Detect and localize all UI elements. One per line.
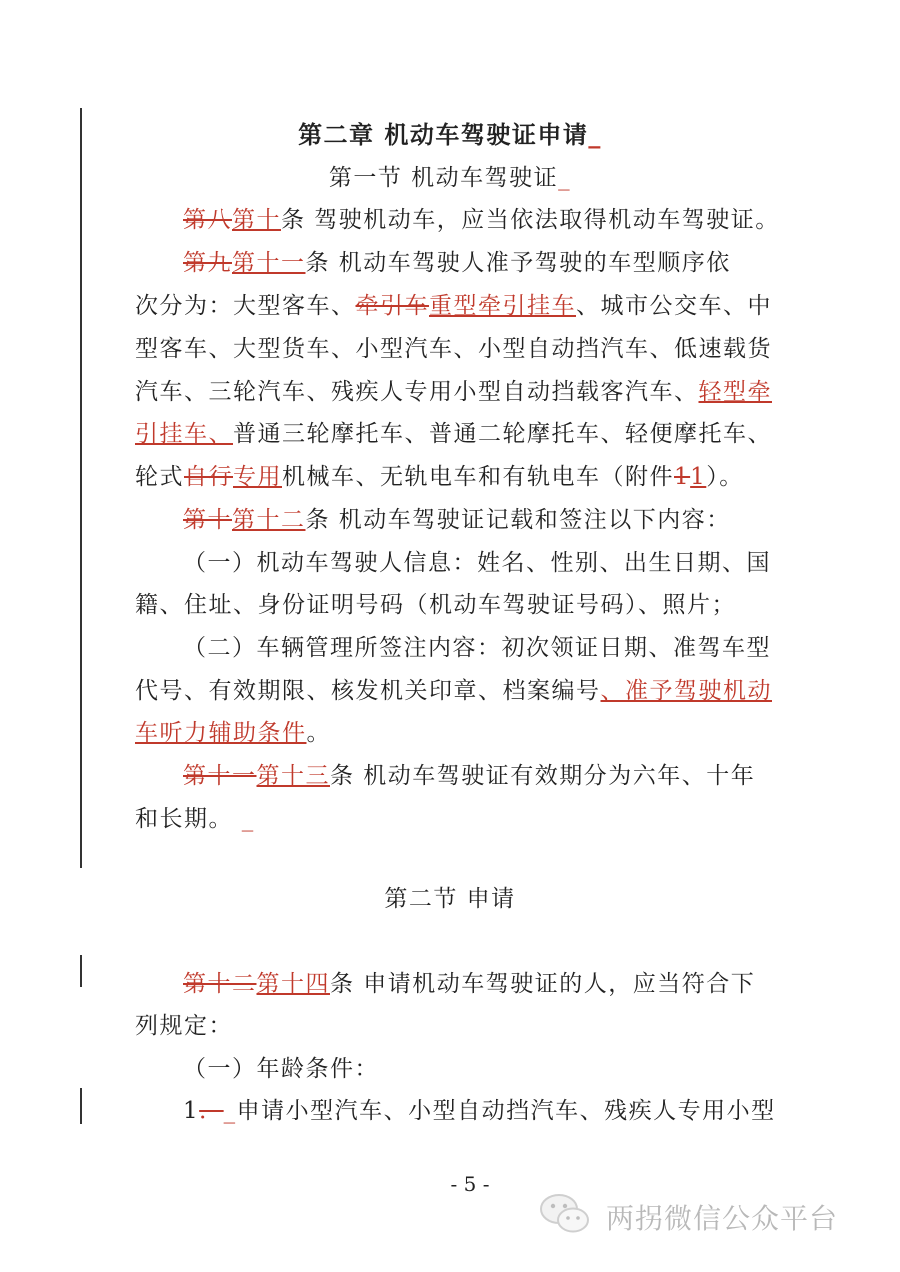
watermark	[538, 1193, 858, 1237]
body-line: 车听力辅助条件。	[135, 720, 331, 746]
body-line: 代号、有效期限、核发机关印章、档案编号、准予驾驶机动	[135, 678, 772, 704]
body-line: 汽车、三轮汽车、残疾人专用小型自动挡载客汽车、轻型牵	[135, 379, 772, 405]
body-line: 轮式自行专用机械车、无轨电车和有轨电车（附件11）。	[135, 464, 744, 490]
section-title: 第二节 申请	[384, 886, 516, 912]
body-line: 引挂车、普通三轮摩托车、普通二轮摩托车、轻便摩托车、	[135, 421, 772, 447]
article-line: 第八第十条 驾驶机动车，应当依法取得机动车驾驶证。	[183, 207, 780, 233]
article-line: 第十一第十三条 机动车驾驶证有效期分为六年、十年	[183, 763, 756, 789]
article-line: 第九第十一条 机动车驾驶人准予驾驶的车型顺序依	[183, 250, 731, 276]
section-title: 第一节 机动车驾驶证_	[328, 165, 572, 191]
change-bar	[80, 108, 82, 868]
change-bar	[80, 955, 82, 987]
body-line: 籍、住址、身份证明号码（机动车驾驶证号码）、照片；	[135, 592, 736, 618]
body-line: 列规定：	[135, 1013, 233, 1039]
body-line: （二）车辆管理所签注内容：初次领证日期、准驾车型	[183, 635, 771, 661]
wechat-icon	[538, 1193, 592, 1235]
body-line: 型客车、大型货车、小型汽车、小型自动挡汽车、低速载货	[135, 336, 772, 362]
body-line: 1．_申请小型汽车、小型自动挡汽车、残疾人专用小型	[183, 1098, 776, 1124]
chapter-title: 第二章 机动车驾驶证申请_	[298, 120, 602, 149]
change-bar	[80, 1088, 82, 1124]
body-line: （一）机动车驾驶人信息：姓名、性别、出生日期、国	[183, 550, 771, 576]
body-line: 和长期。 _	[135, 806, 255, 832]
body-line: 次分为：大型客车、牵引车重型牵引挂车、城市公交车、中	[135, 293, 772, 319]
article-line: 第十二第十四条 申请机动车驾驶证的人，应当符合下	[183, 971, 756, 997]
page-number: - 5 -	[450, 1172, 490, 1196]
article-line: 第十第十二条 机动车驾驶证记载和签注以下内容：	[183, 507, 731, 533]
watermark-text: 两拐微信公众平台	[606, 1202, 839, 1235]
body-line: （一）年龄条件：	[183, 1056, 379, 1082]
